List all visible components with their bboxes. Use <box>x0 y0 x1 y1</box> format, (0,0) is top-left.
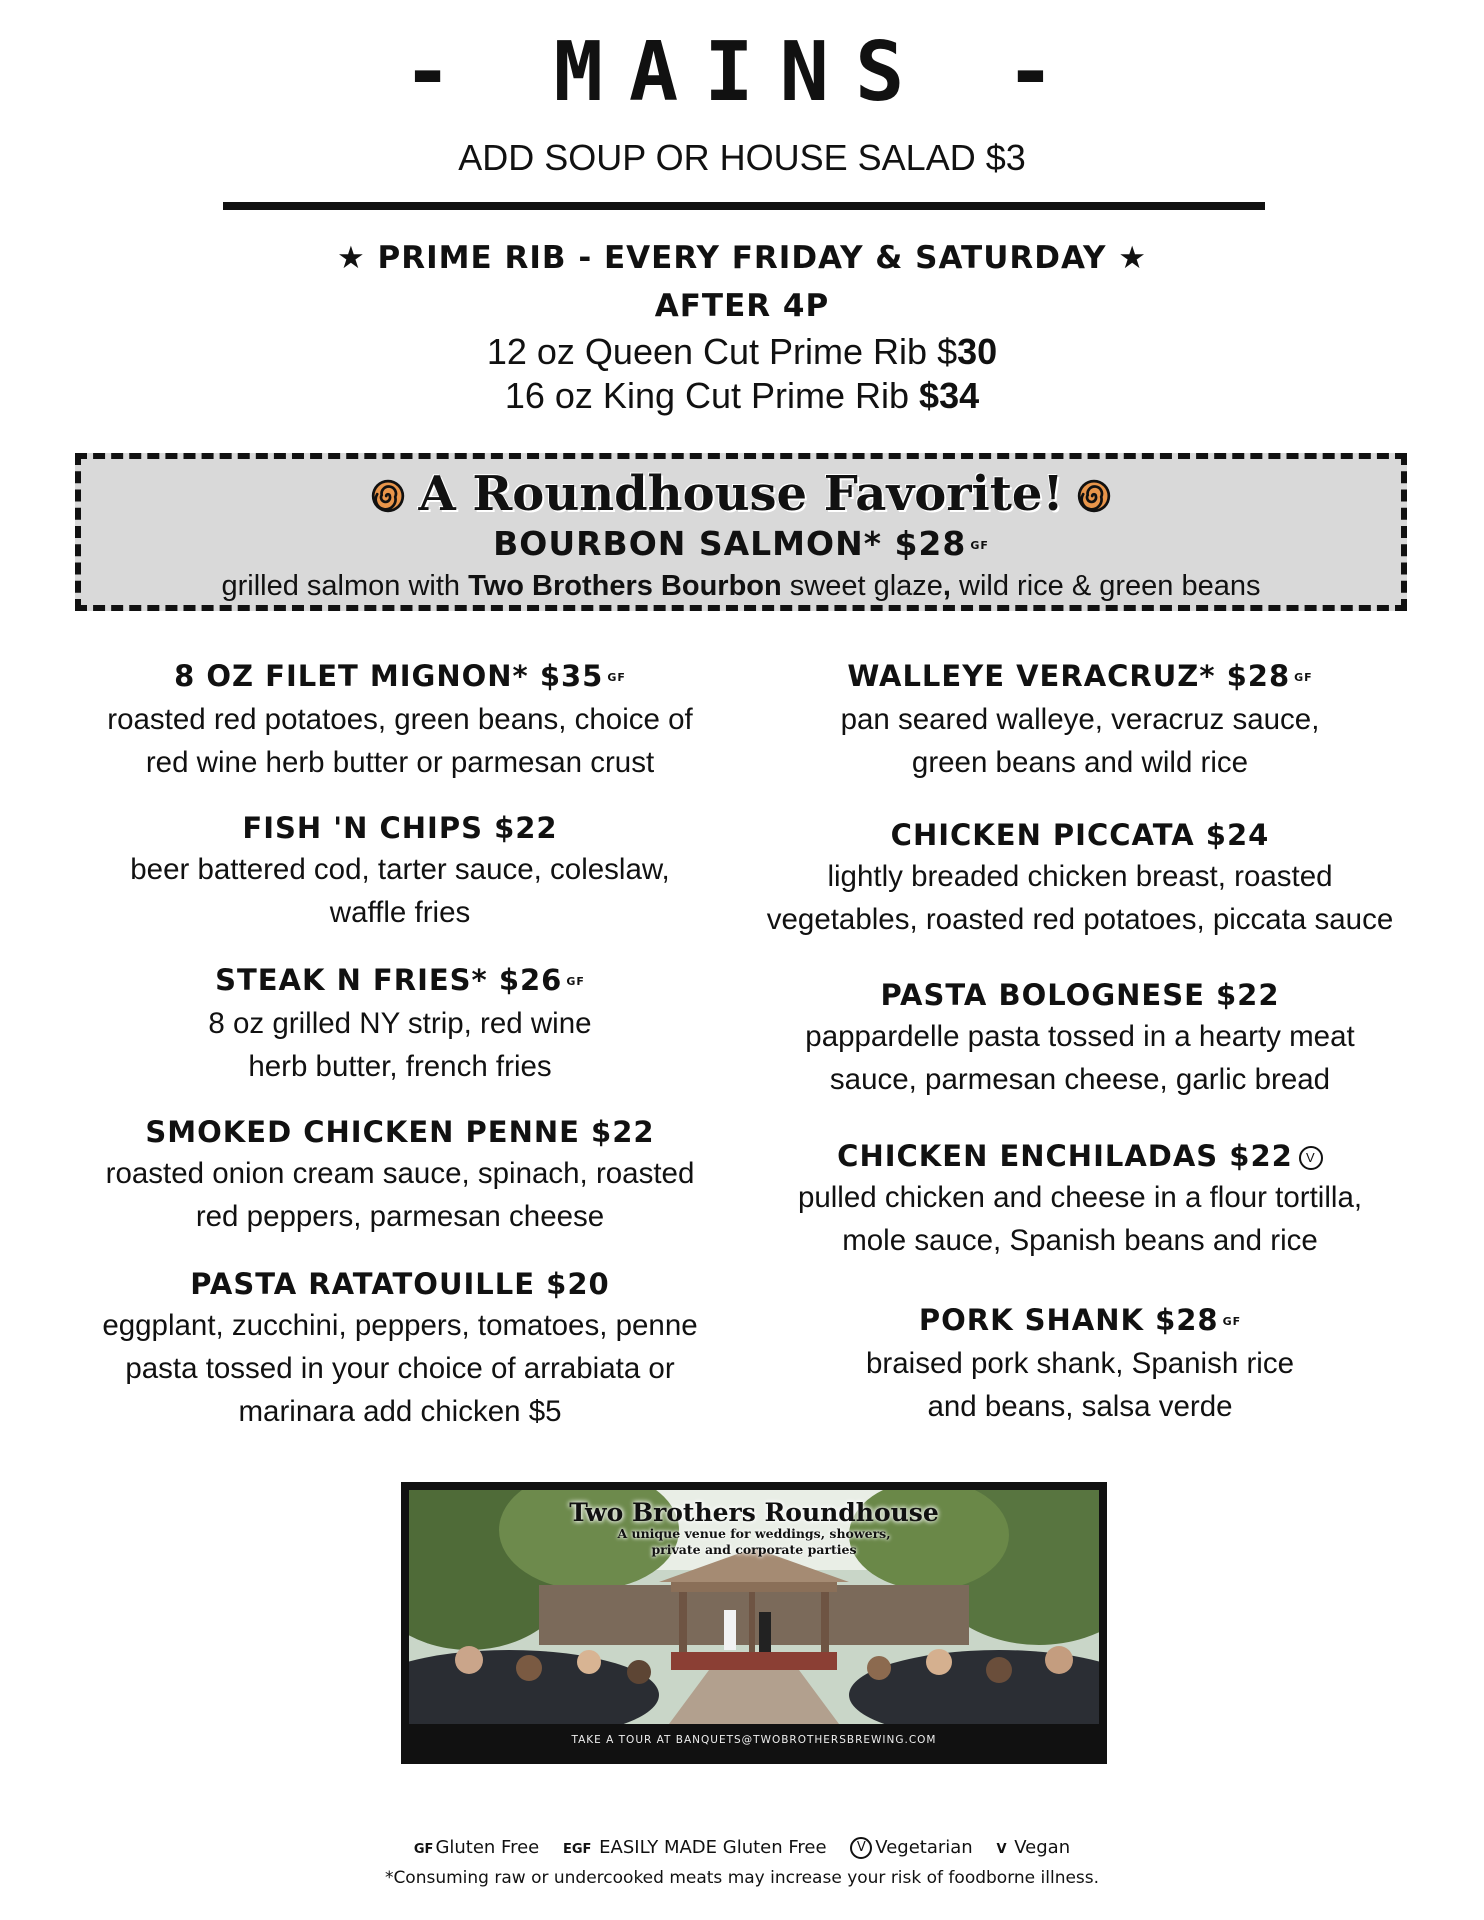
gluten-free-tag: GF <box>607 671 626 684</box>
menu-item <box>720 815 1440 941</box>
menu-item-desc: pan seared walleye, veracruz sauce, <box>840 703 1320 736</box>
menu-item-title <box>40 808 760 848</box>
menu-item-desc: green beans and wild rice <box>911 746 1249 779</box>
menu-item-title <box>720 656 1440 698</box>
favorite-desc-comma: , <box>942 570 951 602</box>
menu-item <box>720 975 1440 1101</box>
menu-item-title <box>40 960 760 1002</box>
favorite-title-row <box>81 462 1401 526</box>
vegetarian-icon: V <box>1299 1146 1323 1170</box>
prime-rib-king-cut <box>0 374 1484 418</box>
gluten-free-tag: GF <box>566 975 585 988</box>
menu-item-name: SMOKED CHICKEN PENNE $22 <box>145 1115 655 1149</box>
gluten-free-tag: GF <box>1222 1315 1242 1328</box>
favorite-desc-brand: Two Brothers Bourbon <box>468 570 782 602</box>
menu-item-name: FISH 'N CHIPS $22 <box>242 811 558 845</box>
menu-item-desc: red wine herb butter or parmesan crust <box>145 746 655 779</box>
menu-item-title <box>720 975 1440 1015</box>
menu-item <box>720 1136 1440 1262</box>
star-icon: ★ <box>336 240 366 276</box>
favorite-desc-text: sweet glaze <box>781 570 943 602</box>
favorite-title: A Roundhouse Favorite! <box>418 466 1064 522</box>
menu-item-desc: 8 oz grilled NY strip, red wine <box>208 1007 592 1040</box>
menu-item-name: PASTA RATATOUILLE $20 <box>190 1267 610 1301</box>
menu-item-desc: beer battered cod, tarter sauce, coleslaw, <box>130 853 670 886</box>
menu-item-desc: pappardelle pasta tossed in a hearty meat <box>805 1020 1355 1053</box>
menu-item-name: CHICKEN ENCHILADAS $22 <box>837 1139 1293 1173</box>
prime-rib-heading <box>0 236 1484 280</box>
menu-item-desc: lightly breaded chicken breast, roasted <box>827 860 1333 893</box>
menu-item <box>720 656 1440 784</box>
prime-rib-title: PRIME RIB - EVERY FRIDAY & SATURDAY <box>377 240 1107 276</box>
disclaimer: *Consuming raw or undercooked meats may increase your risk of foodborne illness. <box>384 1868 1100 1888</box>
page-title: - MAINS - <box>402 25 1082 120</box>
venue-photo <box>409 1490 1099 1724</box>
menu-item-desc: vegetables, roasted red potatoes, piccata sauce <box>766 903 1394 936</box>
dietary-legend <box>0 1836 1484 1862</box>
venue-banner <box>401 1482 1107 1764</box>
menu-item-name: 8 OZ FILET MIGNON* $35 <box>174 659 604 693</box>
menu-item <box>40 960 760 1088</box>
menu-item-title <box>720 815 1440 855</box>
menu-item-desc: red peppers, parmesan cheese <box>195 1200 605 1233</box>
venue-name: Two Brothers Roundhouse <box>569 1498 939 1527</box>
legend-vegan <box>996 1837 1070 1858</box>
gf-abbr: GF <box>413 1842 434 1857</box>
menu-item <box>40 808 760 934</box>
favorite-description <box>81 567 1401 605</box>
menu-item-title <box>40 1112 760 1152</box>
swirl-icon <box>1076 478 1112 514</box>
gluten-free-tag: GF <box>970 538 989 552</box>
menu-item-name: PASTA BOLOGNESE $22 <box>880 978 1280 1012</box>
menu-item-desc: eggplant, zucchini, peppers, tomatoes, penne <box>102 1309 698 1342</box>
legend-gluten-free <box>414 1837 539 1858</box>
legend-vegetarian <box>850 1837 972 1858</box>
gluten-free-tag: GF <box>1294 671 1313 684</box>
queen-cut-price: 30 <box>957 331 998 372</box>
legend-easily-gluten-free <box>563 1837 827 1858</box>
menu-item-name: CHICKEN PICCATA $24 <box>890 818 1270 852</box>
legend-label: Gluten Free <box>435 1837 540 1858</box>
menu-item-desc: braised pork shank, Spanish rice <box>866 1347 1294 1380</box>
menu-item-desc: mole sauce, Spanish beans and rice <box>842 1224 1318 1257</box>
menu-item-desc: roasted onion cream sauce, spinach, roasted <box>105 1157 695 1190</box>
swirl-icon <box>370 478 406 514</box>
menu-item-desc: pasta tossed in your choice of arrabiata or <box>125 1352 675 1385</box>
vegan-icon: V <box>996 1842 1007 1857</box>
menu-item <box>720 1300 1440 1428</box>
menu-item-desc: and beans, salsa verde <box>927 1390 1233 1423</box>
divider <box>223 202 1265 210</box>
favorite-desc-text: grilled salmon with <box>221 570 469 602</box>
menu-item-name: STEAK N FRIES* $26 <box>215 963 563 997</box>
menu-item-title <box>720 1300 1440 1342</box>
favorite-box <box>75 453 1407 611</box>
king-cut-price: $34 <box>919 375 980 416</box>
favorite-dish-name: BOURBON SALMON* $28 <box>493 524 967 563</box>
venue-tagline: private and corporate parties <box>651 1542 857 1557</box>
menu-item-name: WALLEYE VERACRUZ* $28 <box>847 659 1291 693</box>
menu-item-desc: sauce, parmesan cheese, garlic bread <box>829 1063 1331 1096</box>
menu-item-desc: herb butter, french fries <box>248 1050 552 1083</box>
king-cut-label: 16 oz King Cut Prime Rib <box>504 375 920 416</box>
menu-item <box>40 656 760 784</box>
menu-item-desc: pulled chicken and cheese in a flour tortilla, <box>797 1181 1363 1214</box>
favorite-dish <box>81 521 1401 569</box>
menu-item <box>40 1264 760 1433</box>
queen-cut-label: 12 oz Queen Cut Prime Rib $ <box>486 331 958 372</box>
venue-tagline: A unique venue for weddings, showers, <box>617 1526 891 1541</box>
egf-abbr: EGF <box>563 1842 592 1857</box>
menu-item-title <box>40 1264 760 1304</box>
addon-note: ADD SOUP OR HOUSE SALAD $3 <box>458 137 1026 178</box>
menu-item <box>40 1112 760 1238</box>
star-icon: ★ <box>1118 240 1148 276</box>
vegetarian-icon: V <box>850 1837 872 1859</box>
legend-label: Vegan <box>1014 1837 1071 1858</box>
menu-item-desc: roasted red potatoes, green beans, choice of <box>107 703 693 736</box>
menu-item-title <box>40 656 760 698</box>
prime-rib-queen-cut <box>0 330 1484 374</box>
venue-tour-link: TAKE A TOUR AT BANQUETS@TWOBROTHERSBREWING.COM <box>571 1734 937 1746</box>
menu-item-name: PORK SHANK $28 <box>918 1303 1219 1337</box>
favorite-desc-text: wild rice & green beans <box>950 570 1261 602</box>
prime-rib-subtitle: AFTER 4P <box>654 288 830 324</box>
legend-label: Vegetarian <box>875 1837 973 1858</box>
legend-label: EASILY MADE Gluten Free <box>599 1837 827 1858</box>
menu-item-title <box>720 1136 1440 1176</box>
menu-item-desc: waffle fries <box>329 896 471 929</box>
menu-item-desc: marinara add chicken $5 <box>238 1395 562 1428</box>
